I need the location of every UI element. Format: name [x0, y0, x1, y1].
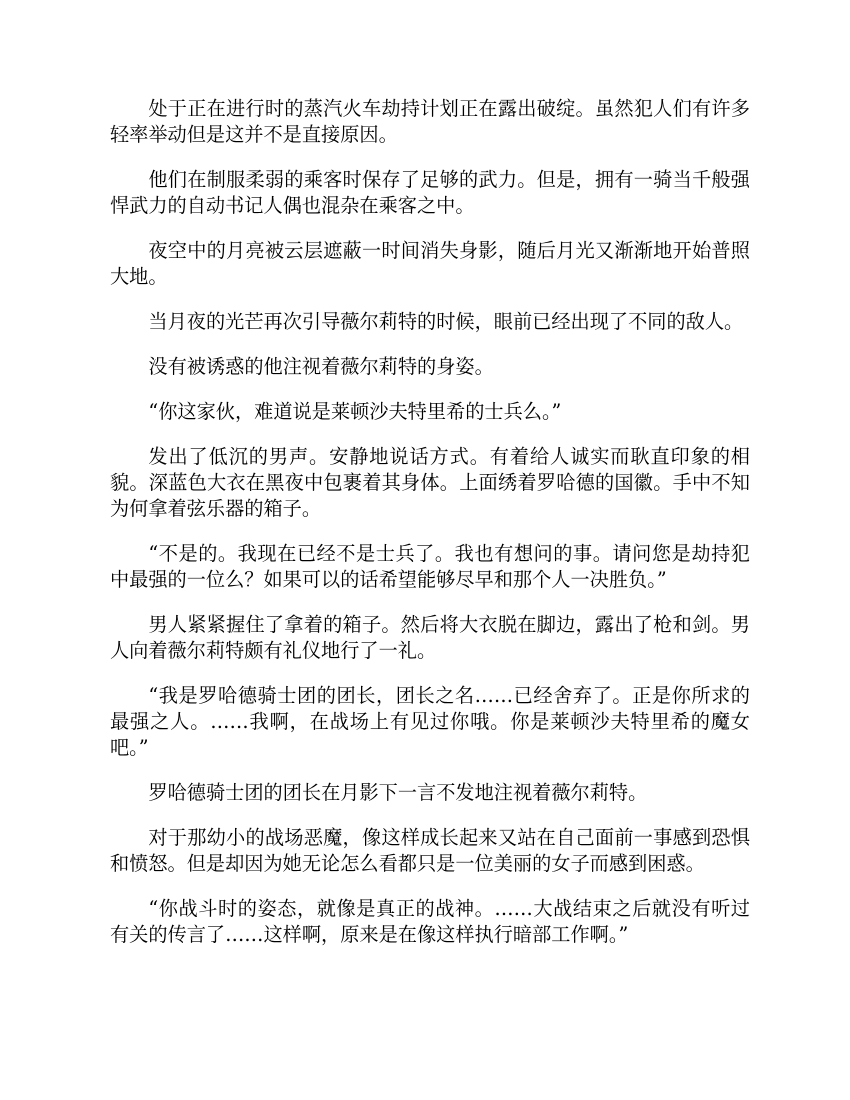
paragraph: 罗哈德骑士团的团长在月影下一言不发地注视着薇尔莉特。	[148, 781, 648, 804]
paragraph: 发出了低沉的男声。安静地说话方式。有着给人诚实而耿直印象的相貌。深蓝色大衣在黑夜中包裹着其身体。上面绣着罗哈德的国徽。手中不知为何拿着弦乐器的箱子。	[110, 445, 750, 520]
paragraph: 夜空中的月亮被云层遮蔽一时间消失身影，随后月光又渐渐地开始普照大地。	[110, 239, 750, 288]
paragraph: “不是的。我现在已经不是士兵了。我也有想问的事。请问您是劫持犯中最强的一位么？如果可以的话希望能够尽早和那个人一决胜负。”	[110, 542, 750, 591]
paragraph: 处于正在进行时的蒸汽火车劫持计划正在露出破绽。虽然犯人们有许多轻率举动但是这并不是直接原因。	[110, 97, 750, 146]
paragraph: “你战斗时的姿态，就像是真正的战神。……大战结束之后就没有听过有关的传言了……这样啊，原来是在像这样执行暗部工作啊。”	[110, 897, 750, 946]
paragraph: 没有被诱惑的他注视着薇尔莉特的身姿。	[148, 355, 494, 378]
paragraph: 男人紧紧握住了拿着的箱子。然后将大衣脱在脚边，露出了枪和剑。男人向着薇尔莉特颇有礼仪地行了一礼。	[110, 613, 750, 662]
body-text	[110, 96, 750, 967]
paragraph: “我是罗哈德骑士团的团长，团长之名……已经舍弃了。正是你所求的最强之人。……我啊，在战场上有见过你哦。你是莱顿沙夫特里希的魔女吧。”	[110, 684, 750, 759]
paragraph: 当月夜的光芒再次引导薇尔莉特的时候，眼前已经出现了不同的敌人。	[148, 310, 744, 333]
paragraph: “你这家伙，难道说是莱顿沙夫特里希的士兵么。”	[148, 400, 562, 423]
paragraph: 他们在制服柔弱的乘客时保存了足够的武力。但是，拥有一骑当千般强悍武力的自动书记人偶也混杂在乘客之中。	[110, 168, 750, 217]
paragraph: 对于那幼小的战场恶魔，像这样成长起来又站在自己面前一事感到恐惧和愤怒。但是却因为她无论怎么看都只是一位美丽的女子而感到困惑。	[110, 826, 750, 875]
